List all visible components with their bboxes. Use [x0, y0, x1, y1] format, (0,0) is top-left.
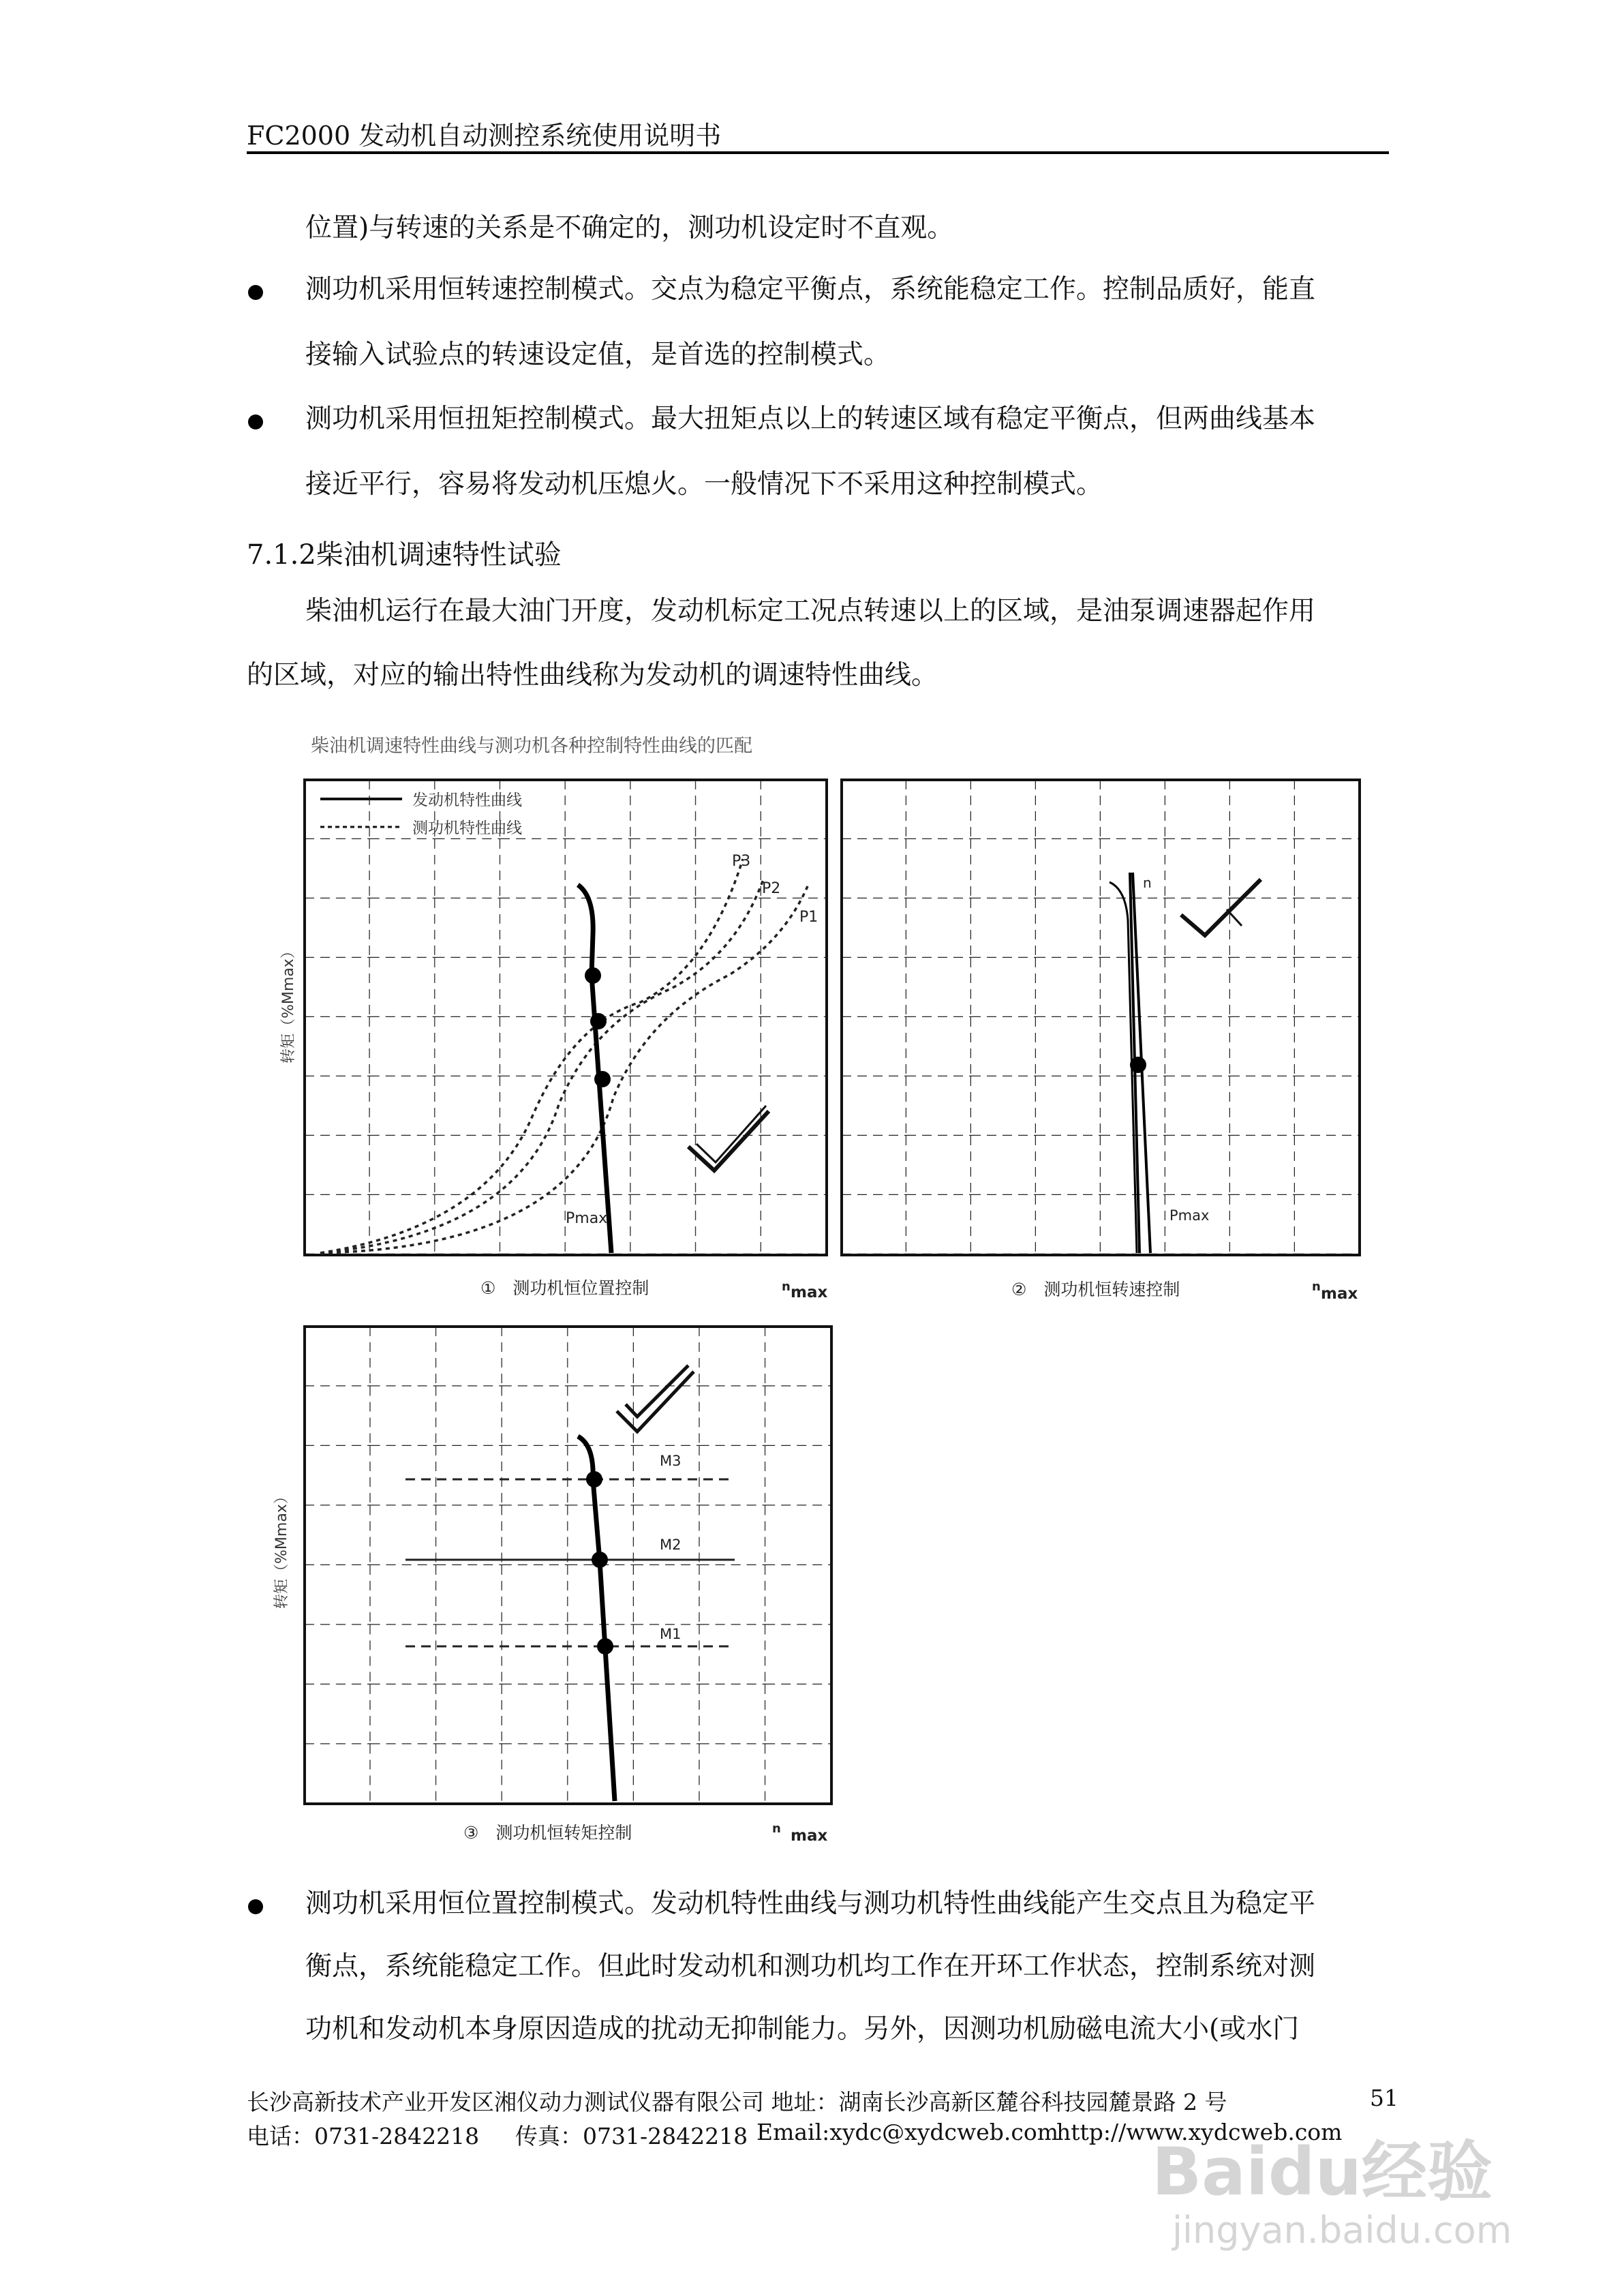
- intersection-point-p2: [590, 1013, 607, 1029]
- caption-constant-position: ① 测功机恒位置控制: [480, 1278, 649, 1298]
- intersection-point-m2: [592, 1552, 608, 1568]
- intro-line1: 柴油机运行在最大油门开度，发动机标定工况点转速以上的区域，是油泵调速器起作用: [305, 596, 1316, 626]
- label-p2: P2: [762, 880, 781, 897]
- caption1-nmax-max: max: [791, 1284, 828, 1301]
- bullet-constant-speed-line1: 测功机采用恒转速控制模式。交点为稳定平衡点，系统能稳定工作。控制品质好，能直: [305, 274, 1316, 305]
- baidu-watermark-url: jingyan.baidu.com: [1172, 2209, 1512, 2252]
- caption-constant-torque: ③ 测功机恒转矩控制: [463, 1823, 632, 1843]
- intersection-point-p1: [594, 1071, 611, 1087]
- footer-email: Email:xydc@xydcweb.com: [756, 2119, 1059, 2145]
- label-m1: M1: [660, 1626, 682, 1642]
- legend-engine-label: 发动机特性曲线: [412, 791, 522, 809]
- footer-company-address: 长沙高新技术产业开发区湘仪动力测试仪器有限公司 地址：湖南长沙高新区麓谷科技园麓景路 2 号: [247, 2089, 1227, 2115]
- intersection-point-p3: [585, 967, 601, 984]
- continuation-text: 位置)与转速的关系是不确定的，测功机设定时不直观。: [305, 213, 954, 243]
- bullet-constant-position-line1: 测功机采用恒位置控制模式。发动机特性曲线与测功机特性曲线能产生交点且为稳定平: [305, 1888, 1316, 1919]
- intersection-point-m3: [586, 1471, 602, 1487]
- legend-dyno-label: 测功机特性曲线: [412, 819, 522, 837]
- chart1-y-axis-label: 转矩（%Mmax）: [280, 943, 297, 1063]
- chart3-grid: [305, 1327, 831, 1804]
- caption1-nmax-n: n: [782, 1280, 791, 1294]
- bullet-constant-position-line2: 衡点，系统能稳定工作。但此时发动机和测功机均工作在开环工作状态，控制系统对测: [305, 1951, 1316, 1982]
- footer-website-link[interactable]: http://www.xydcweb.com: [1056, 2119, 1343, 2145]
- intro-line2: 的区域，对应的输出特性曲线称为发动机的调速特性曲线。: [247, 660, 938, 691]
- caption3-nmax-max: max: [791, 1827, 828, 1845]
- bullet-constant-torque-line1: 测功机采用恒扭矩控制模式。最大扭矩点以上的转速区域有稳定平衡点，但两曲线基本: [305, 404, 1316, 434]
- bullet-constant-speed-line2: 接输入试验点的转速设定值，是首选的控制模式。: [305, 339, 891, 370]
- bullet-constant-position-line3: 功机和发动机本身原因造成的扰动无抑制能力。另外，因测功机励磁电流大小(或水门: [305, 2014, 1300, 2044]
- baidu-watermark-brand: Baidu经验: [1152, 2134, 1493, 2210]
- intersection-point: [1130, 1057, 1146, 1073]
- section-title: 7.1.2柴油机调速特性试验: [247, 539, 562, 571]
- label-p3: P3: [732, 853, 751, 870]
- caption2-nmax-n: n: [1312, 1280, 1321, 1294]
- bullet-constant-torque-line2: 接近平行，容易将发动机压熄火。一般情况下不采用这种控制模式。: [305, 469, 1103, 500]
- chart-constant-speed: [842, 780, 1360, 1255]
- chart-constant-position: [280, 780, 827, 1255]
- label-m3: M3: [660, 1453, 682, 1469]
- footer-fax: 传真：0731-2842218: [515, 2123, 748, 2149]
- label-m2: M2: [660, 1537, 682, 1553]
- label-n: n: [1143, 875, 1152, 891]
- footer-page-number: 51: [1370, 2085, 1398, 2111]
- label-pmax: Pmax: [566, 1210, 608, 1227]
- chart3-y-axis-label: 转矩（%Mmax）: [273, 1489, 290, 1609]
- caption-constant-speed: ② 测功机恒转速控制: [1011, 1280, 1180, 1299]
- chart-constant-torque: [273, 1327, 831, 1804]
- document-header-title: FC2000 发动机自动测控系统使用说明书: [247, 121, 722, 151]
- label-p1: P1: [799, 909, 818, 926]
- footer-phone: 电话：0731-2842218: [247, 2123, 480, 2149]
- caption3-nmax-n: n: [772, 1822, 781, 1836]
- intersection-point-m1: [597, 1638, 613, 1655]
- bullet-dot: [248, 1899, 263, 1914]
- chart2-grid: [842, 780, 1360, 1255]
- chart1-grid: [305, 780, 827, 1255]
- caption2-nmax-max: max: [1321, 1285, 1358, 1303]
- label-pmax: Pmax: [1169, 1207, 1210, 1224]
- figure-title: 柴油机调速特性曲线与测功机各种控制特性曲线的匹配: [311, 736, 752, 757]
